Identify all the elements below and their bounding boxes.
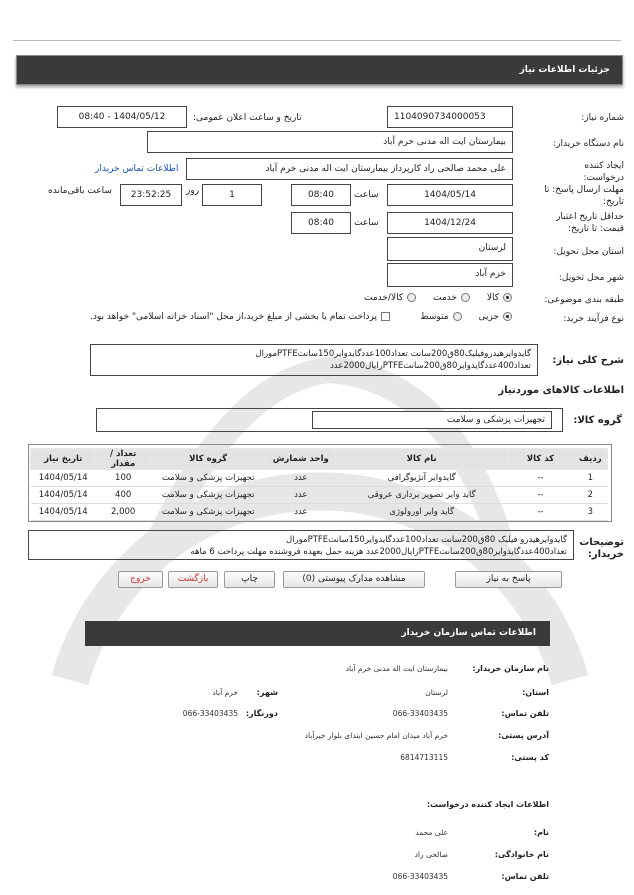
buyer-contact-link[interactable]: اطلاعات تماس خریدار [95, 164, 179, 174]
deadline-time-field[interactable]: 08:40 [291, 184, 351, 206]
summary-line-2: تعداد400عددگایدوایر80ق200سانتPTFEرایال2000عدد [330, 361, 531, 371]
table-row[interactable] [31, 470, 608, 487]
table-row[interactable] [31, 487, 608, 504]
validity-date-field[interactable]: 1404/12/24 [387, 212, 513, 234]
goods-group-label: گروه کالا: [573, 415, 622, 426]
remaining-field[interactable]: 23:52:25 [120, 184, 182, 206]
category-option-label: کالا/خدمت [363, 293, 404, 303]
validity-time-field[interactable]: 08:40 [291, 212, 351, 234]
category-label: طبقه بندی موضوعی: [544, 295, 624, 305]
cell-name: گاید وایر تصویر برداری عروقی [336, 487, 508, 504]
goods-group-field[interactable]: تجهیزات پزشکی و سلامت [312, 411, 552, 429]
cell-row: 1 [573, 470, 607, 487]
col-unit: واحد شمارش [266, 449, 336, 470]
province-field[interactable]: لرستان [387, 237, 513, 261]
creator-phone-value: 066-33403435 [392, 872, 448, 881]
deadline-time-label: ساعت [354, 190, 379, 200]
summary-label: شرح کلی نیاز: [552, 355, 624, 366]
need-number-field[interactable]: 1104090734000053 [387, 106, 513, 128]
summary-box[interactable] [90, 344, 538, 376]
payment-note[interactable] [90, 312, 390, 322]
province-label: استان محل تحویل: [553, 247, 624, 257]
buyer-field[interactable]: بیمارستان ایت اله مدنی خرم آباد [147, 131, 513, 153]
remaining-label: ساعت باقی‌مانده [48, 186, 112, 196]
creator-lastname-label: نام خانوادگی: [494, 850, 549, 859]
cell-date: 1404/05/14 [31, 487, 96, 504]
category-option-label: خدمت [433, 293, 457, 303]
checkbox-icon [381, 312, 390, 321]
category-option-label: کالا [486, 293, 499, 303]
goods-group-box [96, 408, 563, 432]
contact-province-label: استان: [522, 688, 549, 697]
category-option-goods[interactable] [487, 293, 512, 303]
category-option-both[interactable] [364, 293, 416, 303]
validity-label: حداقل تاریخ اعتبار قیمت: تا تاریخ: [556, 212, 624, 234]
cell-unit: عدد [266, 504, 336, 521]
goods-table [30, 448, 608, 521]
buyer-notes-line-2: تعداد400عددگایدوایر80ق200سانتPTFEرایال2000عدد هزینه حمل بعهده فروشنده مهلت پرداخت 6 ماهه [190, 547, 567, 557]
creator-phone-label: تلفن تماس: [501, 872, 549, 881]
buyer-label: نام دستگاه خریدار: [553, 139, 624, 149]
cell-group: تجهیزات پزشکی و سلامت [150, 487, 265, 504]
cell-row: 3 [573, 504, 607, 521]
payment-note-text: پرداخت تمام یا بخشی از مبلغ خرید،از محل "اسناد خزانه اسلامی" خواهد بود. [89, 312, 377, 322]
cell-code: -- [508, 504, 573, 521]
cell-qty: 2,000 [96, 504, 150, 521]
table-row[interactable] [31, 504, 608, 521]
contact-header [85, 621, 550, 646]
col-group: گروه کالا [150, 449, 265, 470]
contact-fax-value: 066-33403435 [182, 709, 238, 718]
category-radio-group [350, 293, 512, 303]
process-radio-group [406, 312, 512, 322]
top-divider [13, 40, 621, 41]
process-option-minor[interactable] [478, 312, 512, 322]
cell-row: 2 [573, 487, 607, 504]
page-header [16, 55, 623, 85]
cell-unit: عدد [266, 470, 336, 487]
contact-title: اطلاعات تماس سازمان خریدار [401, 628, 536, 638]
category-option-service[interactable] [433, 293, 470, 303]
cell-unit: عدد [266, 487, 336, 504]
announce-label: تاریخ و ساعت اعلان عمومی: [193, 113, 302, 123]
contact-address-label: آدرس پستی: [498, 731, 549, 740]
process-label: نوع فرآیند خرید: [563, 314, 624, 324]
days-label: روز [186, 186, 200, 196]
creator-section-label: اطلاعات ایجاد کننده درخواست: [426, 800, 549, 809]
cell-qty: 100 [96, 470, 150, 487]
cell-code: -- [508, 470, 573, 487]
cell-date: 1404/05/14 [31, 504, 96, 521]
buyer-notes-label: توضیحات خریدار: [579, 537, 624, 560]
back-button[interactable]: بازگشت [168, 571, 218, 588]
buyer-notes-box[interactable] [28, 530, 574, 560]
goods-table-container [28, 444, 612, 522]
contact-city-value: خرم آباد [212, 688, 238, 697]
cell-group: تجهیزات پزشکی و سلامت [150, 470, 265, 487]
process-option-label: متوسط [420, 312, 449, 322]
contact-postal-value: 6814713115 [400, 753, 448, 762]
reply-button[interactable]: پاسخ به نیاز [455, 571, 562, 588]
table-header-row [31, 449, 608, 470]
cell-group: تجهیزات پزشکی و سلامت [150, 504, 265, 521]
creator-firstname-value: علی محمد [415, 828, 448, 837]
creator-field[interactable]: علی محمد صالحی راد کارپرداز بیمارستان ایت اله مدنی خرم آباد [186, 158, 513, 180]
creator-lastname-value: صالحی راد [414, 850, 448, 859]
col-name: نام کالا [336, 449, 508, 470]
deadline-date-field[interactable]: 1404/05/14 [387, 184, 513, 206]
col-code: کد کالا [508, 449, 573, 470]
print-button[interactable]: چاپ [224, 571, 275, 588]
contact-postal-label: کد پستی: [511, 753, 549, 762]
process-option-label: جزیی [478, 312, 499, 322]
radio-icon [503, 293, 512, 302]
city-label: شهر محل تحویل: [558, 273, 624, 283]
attachments-button[interactable]: مشاهده مدارک پیوستی (0) [283, 571, 425, 588]
radio-icon [461, 293, 470, 302]
creator-firstname-label: نام: [533, 828, 549, 837]
goods-section-title: اطلاعات کالاهای موردنیاز [498, 385, 624, 396]
process-option-medium[interactable] [420, 312, 461, 322]
contact-org-label: نام سازمان خریدار: [472, 664, 549, 673]
buyer-notes-line-1: گایدوایرهیدرو فیلیک 80ق200سانت تعداد100عددگایدوایر150سانتPTFEمورال [286, 535, 567, 545]
radio-icon [453, 312, 462, 321]
col-date: تاریخ نیاز [31, 449, 96, 470]
page-title: جزئیات اطلاعات نیاز [519, 65, 610, 75]
radio-icon [407, 293, 416, 302]
contact-org-value: بیمارستان ایت اله مدنی خرم آباد [345, 664, 448, 673]
contact-fax-label: دورنگار: [245, 709, 278, 718]
deadline-label: مهلت ارسال پاسخ: تا تاریخ: [544, 185, 624, 207]
summary-line-1: گایدوایرهیدروفیلیک80ق200سانت تعداد100عددگایدوایر150سانتPTFEمورال [255, 349, 531, 359]
cell-name: گاید وایر اورولوژی [336, 504, 508, 521]
contact-city-label: شهر: [256, 688, 278, 697]
contact-phone-value: 066-33403435 [392, 709, 448, 718]
radio-icon [503, 312, 512, 321]
cell-name: گایدوایر آنژیوگرافی [336, 470, 508, 487]
creator-label: ایجاد کننده درخواست: [583, 161, 624, 183]
need-number-label: شماره نیاز: [581, 113, 624, 123]
announce-field[interactable]: 1404/05/12 - 08:40 [57, 106, 187, 128]
contact-phone-label: تلفن تماس: [501, 709, 549, 718]
col-row: ردیف [573, 449, 607, 470]
city-field[interactable]: خرم آباد [387, 263, 513, 287]
contact-province-value: لرستان [425, 688, 448, 697]
cell-code: -- [508, 487, 573, 504]
validity-time-label: ساعت [354, 218, 379, 228]
col-qty: تعداد / مقدار [96, 449, 150, 470]
cell-qty: 400 [96, 487, 150, 504]
days-field[interactable]: 1 [202, 184, 262, 206]
contact-address-value: خرم آباد میدان امام حسین ابتدای بلوار خیرآباد [304, 731, 448, 740]
exit-button[interactable]: خروج [118, 571, 163, 588]
cell-date: 1404/05/14 [31, 470, 96, 487]
